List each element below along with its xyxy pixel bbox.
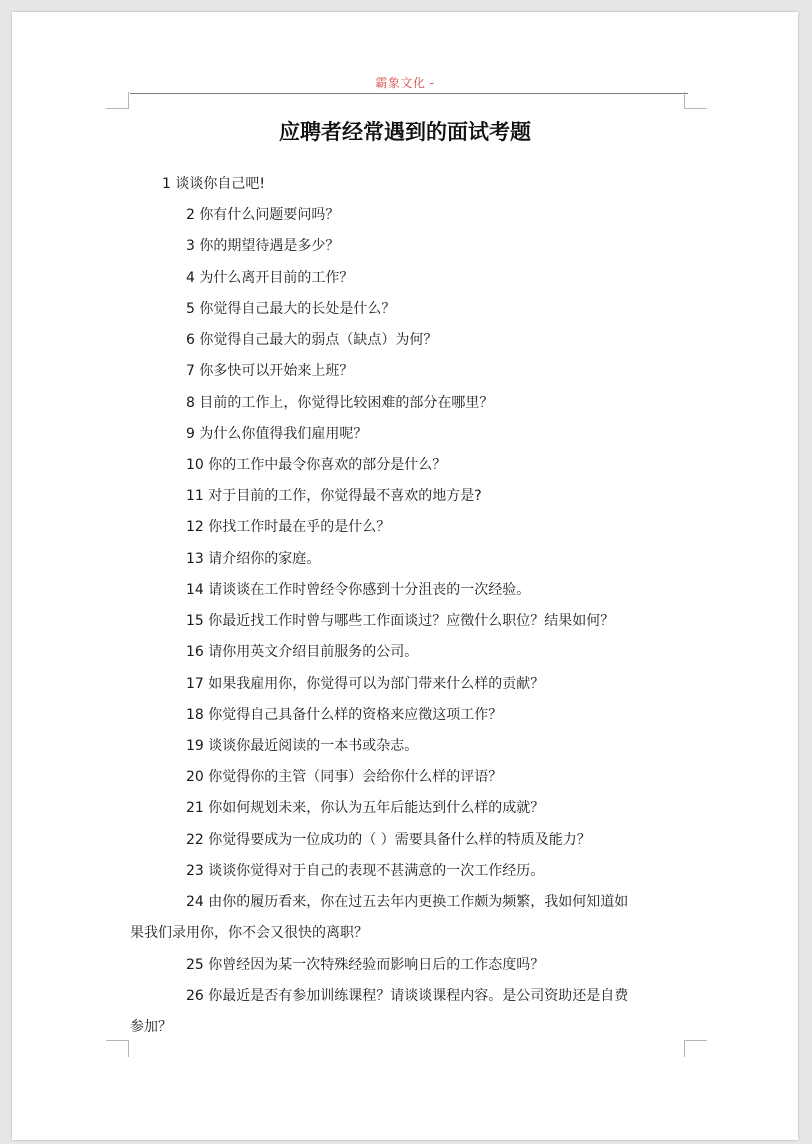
question-item: 22 你觉得要成为一位成功的（ ）需要具备什么样的特质及能力？ (186, 832, 591, 848)
crop-mark-top-left (106, 92, 129, 109)
crop-mark-top-right (684, 92, 707, 109)
question-item: 21 你如何规划未来，你认为五年后能达到什么样的成就？ (186, 800, 545, 816)
header-rule (130, 93, 688, 94)
question-item: 1 谈谈你自己吧! (162, 176, 265, 192)
question-item: 4 为什么离开目前的工作？ (186, 270, 354, 286)
document-title: 应聘者经常遇到的面试考题 (279, 120, 531, 144)
question-item: 7 你多快可以开始来上班？ (186, 363, 354, 379)
question-item-line2: 果我们录用你，你不会又很快的离职？ (130, 925, 368, 941)
question-item-line1: 26 你最近是否有参加训练课程？请谈谈课程内容。是公司资助还是自费 (186, 988, 629, 1004)
question-item: 11 对于目前的工作，你觉得最不喜欢的地方是? (186, 488, 482, 504)
question-item: 9 为什么你值得我们雇用呢？ (186, 426, 368, 442)
question-item: 17 如果我雇用你，你觉得可以为部门带来什么样的贡献？ (186, 676, 545, 692)
question-item: 23 谈谈你觉得对于自己的表现不甚满意的一次工作经历。 (186, 863, 545, 879)
question-item: 2 你有什么问题要问吗？ (186, 207, 340, 223)
question-item: 6 你觉得自己最大的弱点（缺点）为何？ (186, 332, 438, 348)
document-page (12, 12, 798, 1140)
question-item: 16 请你用英文介绍目前服务的公司。 (186, 644, 419, 660)
crop-mark-bottom-right (684, 1040, 707, 1057)
question-item: 8 目前的工作上，你觉得比较困难的部分在哪里？ (186, 395, 494, 411)
question-item: 19 谈谈你最近阅读的一本书或杂志。 (186, 738, 419, 754)
question-item: 20 你觉得你的主管（同事）会给你什么样的评语？ (186, 769, 503, 785)
question-item-line2: 参加？ (130, 1019, 172, 1035)
crop-mark-bottom-left (106, 1040, 129, 1057)
question-item: 18 你觉得自己具备什么样的资格来应徵这项工作？ (186, 707, 503, 723)
question-item: 5 你觉得自己最大的长处是什么？ (186, 301, 396, 317)
question-item: 15 你最近找工作时曾与哪些工作面谈过？应徵什么职位？结果如何？ (186, 613, 615, 629)
question-item-line1: 25 你曾经因为某一次特殊经验而影响日后的工作态度吗？ (186, 957, 545, 973)
question-item: 3 你的期望待遇是多少？ (186, 238, 340, 254)
question-item: 12 你找工作时最在乎的是什么？ (186, 519, 391, 535)
question-item: 13 请介绍你的家庭。 (186, 551, 321, 567)
question-item-line1: 24 由你的履历看来，你在过五去年内更换工作颇为频繁，我如何知道如 (186, 894, 629, 910)
question-item: 14 请谈谈在工作时曾经令你感到十分沮丧的一次经验。 (186, 582, 531, 598)
page-header: 霸象文化 - (375, 76, 435, 90)
question-item: 10 你的工作中最令你喜欢的部分是什么？ (186, 457, 447, 473)
